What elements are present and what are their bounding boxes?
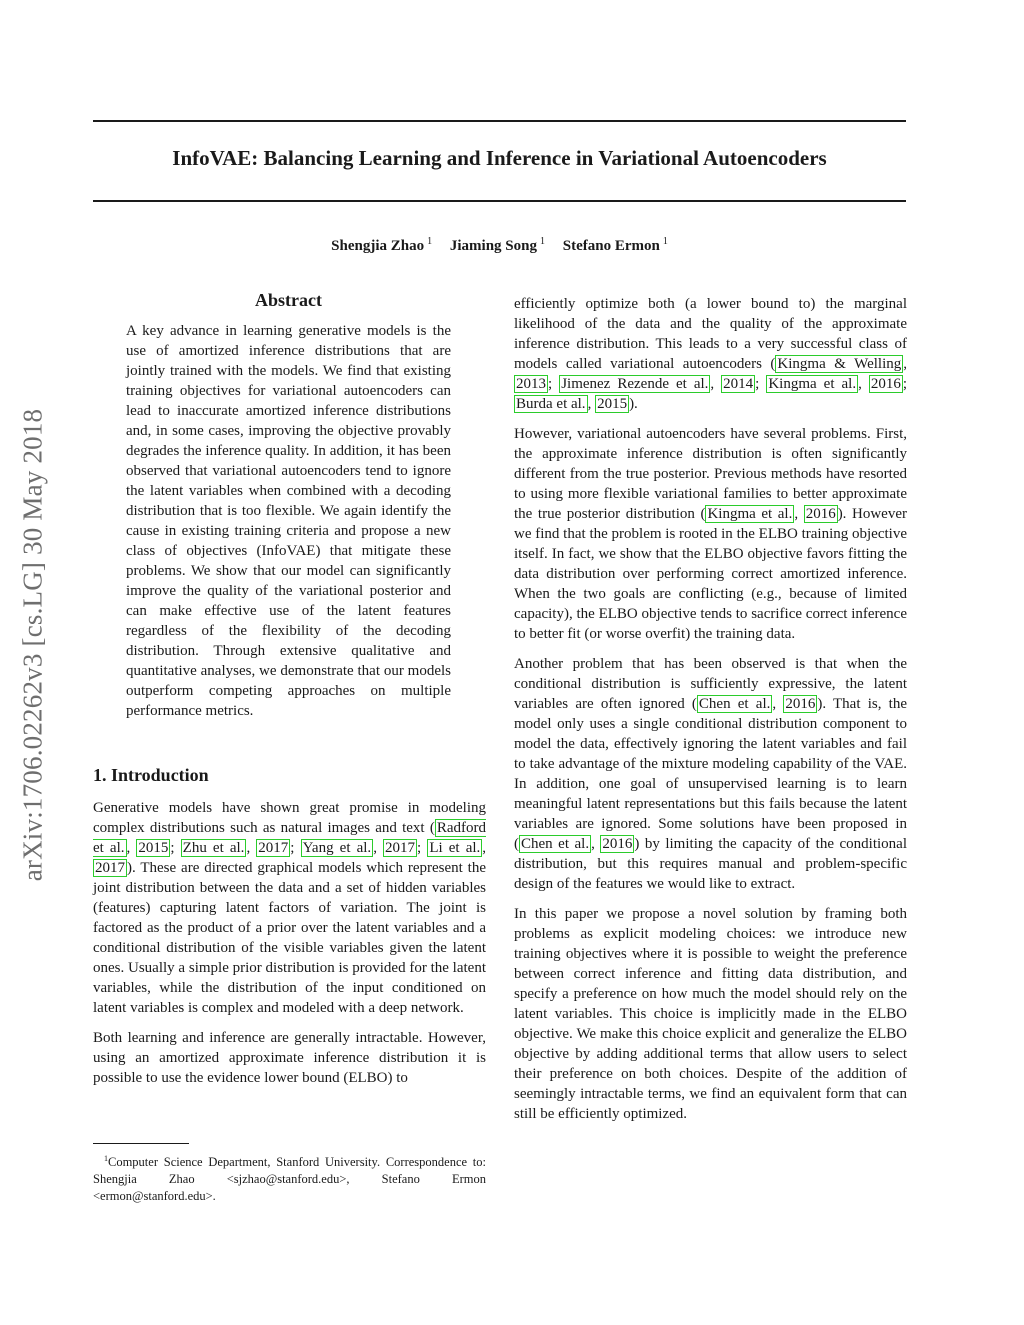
footnote [93,1150,486,1205]
paragraph-text: However, variational autoencoders have several problems. First, the approximate inference distribution is often significantly different from the true posterior. Previous methods have resorted to using more flexible variational families to better approximate the true posterior distribution ( [514,426,907,522]
citation-year-link[interactable]: 2017 [95,860,125,876]
separator: , [858,376,869,392]
citation-year-link[interactable]: 2013 [516,376,546,392]
separator: , [587,396,596,412]
abstract-section [126,290,451,721]
paragraph-text: Another problem that has been observed is that when the conditional distribution is sufficiently expressive, the latent variables are often ignored ( [514,656,907,712]
separator: , [794,506,804,522]
citation-year-link[interactable]: 2015 [597,396,628,412]
paragraph-text: ). These are directed graphical models which represent the joint distribution between the data and a set of hidden variables (features) capturing latent factors of variation. The joint is factored as the product of a prior over the latent variables and a conditional distribution of the visible variables given the latent ones. Usually a simple prior distribution is provided for the latent variables, while the distribution of the input conditioned on latent variables is complex and modeled with a deep network. [93,860,486,1016]
abstract-text: A key advance in learning generative models is the use of amortized inference distributions that are jointly trained with the models. We find that existing training objectives for variational autoencoders can lead to inaccurate amortized inference distributions and, in some cases, improving the objective provably degrades the inference quality. In addition, it has been observed that variational autoencoders tend to ignore the latent variables when combined with a decoding distribution that is too flexible. We again identify the cause in existing training criteria and propose a new class of objectives (InfoVAE) that mitigate these problems. We show that our model can significantly improve the quality of the variational posterior and can make effective use of the latent features regardless of the flexibility of the decoding distribution. Through extensive qualitative and quantitative analyses, we demonstrate that our models outperform competing approaches on multiple performance metrics. [126,323,451,719]
intro-paragraph-2: Both learning and inference are generally intractable. However, using an amortized approximate inference distribution it is possible to use the evidence lower bound (ELBO) to [93,1030,486,1086]
citation-year-link[interactable]: 2016 [870,376,901,392]
citation-link[interactable]: Yang et al. [302,840,372,856]
citation-link[interactable]: Chen et al. [698,696,771,712]
title-bottom-rule [93,200,906,202]
separator: ; [417,840,428,856]
paper-title: InfoVAE: Balancing Learning and Inference in Variational Autoencoders [172,146,827,170]
footnote-rule [93,1143,189,1144]
separator: , [373,840,384,856]
separator: , [710,376,722,392]
intro-paragraph-3 [514,294,907,414]
author-3 [563,238,668,254]
author-2-name: Jiaming Song [449,238,537,254]
citation-link[interactable]: Kingma & Welling [777,356,902,372]
author-3-name: Stefano Ermon [562,238,660,254]
left-column [93,290,486,1098]
intro-paragraph-4 [514,424,907,644]
intro-paragraph-5 [514,654,907,894]
author-3-affiliation: 1 [662,236,668,247]
intro-paragraph-6: In this paper we propose a novel solution by framing both problems as explicit modeling choices: we introduce new training objectives where it is possible to weight the preference between correct inference and fitting data distribution, and specify a preference on how much the model should rely on the latent variables. This choice is implicitly made in the ELBO objective. We make this choice explicit and generalize the ELBO objective by adding additional terms that allow users to select their preference on both choices. Despite of the addition of seemingly intractable terms, we find an equivalent form that can still be efficiently optimized. [514,906,907,1122]
separator: , [246,840,257,856]
paragraph-text: ). [629,396,638,412]
right-column [514,294,907,1134]
separator: , [772,696,784,712]
paragraph-text: Generative models have shown great promise in modeling complex distributions such as natural images and text ( [93,800,486,836]
separator: ; [170,840,181,856]
citation-link[interactable]: Jimenez Rezende et al. [561,376,709,392]
paragraph-text: ) by limiting the capacity of the conditional distribution, but this requires manual and problem-specific design of the features we would like to extract. [514,836,907,892]
citation-year-link[interactable]: 2016 [805,506,836,522]
separator: , [591,836,601,852]
title-top-rule [93,120,906,122]
introduction-heading: 1. Introduction [93,765,209,785]
author-1 [331,238,432,254]
intro-paragraph-1 [93,798,486,1018]
citation-link[interactable]: Zhu et al. [182,840,245,856]
citation-year-link[interactable]: 2017 [258,840,289,856]
author-2-affiliation: 1 [539,236,545,247]
separator: ; [902,376,908,392]
citation-year-link[interactable]: 2014 [723,376,754,392]
footnote-mark: 1 [104,1154,108,1163]
abstract-heading: Abstract [255,290,322,310]
author-list [93,236,906,255]
paragraph-text: ). That is, the model only uses a single conditional distribution component to model the data, effectively ignoring the latent variables and fail to take advantage of the mixture modeling capability of the VAE. In addition, one goal of unsupervised learning is to learn meaningful latent representations but this fails because the latent variables are ignored. Some solutions have been proposed in ( [514,696,907,852]
separator: , [482,840,487,856]
citation-link[interactable]: Li et al. [429,840,481,856]
citation-link[interactable]: Kingma et al. [707,506,793,522]
author-1-name: Shengjia Zhao [331,238,425,254]
footnote-text: Computer Science Department, Stanford University. Correspondence to: Shengjia Zhao <sjzhao@stanford.edu>, Stefano Ermon <ermon@stanford.edu>. [93,1155,486,1204]
arxiv-identifier: arXiv:1706.02262v3 [cs.LG] 30 May 2018 [17,408,48,882]
citation-year-link[interactable]: 2016 [785,696,816,712]
citation-year-link[interactable]: 2015 [138,840,169,856]
separator: ; [548,376,560,392]
separator: , [126,840,137,856]
paragraph-text: ). However we find that the problem is rooted in the ELBO training objective itself. In fact, we show that the ELBO objective favors fitting the data distribution over performing correct amortized inference. When the two goals are conflicting (e.g., because of limited capacity), the ELBO objective tends to sacrifice correct inference to better fit (or worse overfit) the training data. [514,506,907,642]
citation-link[interactable]: Chen et al. [521,836,590,852]
citation-link[interactable]: Kingma et al. [768,376,857,392]
separator: , [903,356,907,372]
paragraph-text: efficiently optimize both (a lower bound to) the marginal likelihood of the data and the quality of the approximate inference distribution. This leads to a very successful class of models called variational autoencoders ( [514,296,907,372]
separator: ; [755,376,767,392]
author-1-affiliation: 1 [427,236,433,247]
arxiv-sidebar [8,345,58,945]
separator: ; [290,840,301,856]
citation-link[interactable]: Radford et al. [93,820,486,856]
citation-year-link[interactable]: 2016 [602,836,633,852]
author-2 [450,238,545,254]
citation-link[interactable]: Burda et al. [516,396,586,412]
citation-year-link[interactable]: 2017 [385,840,416,856]
